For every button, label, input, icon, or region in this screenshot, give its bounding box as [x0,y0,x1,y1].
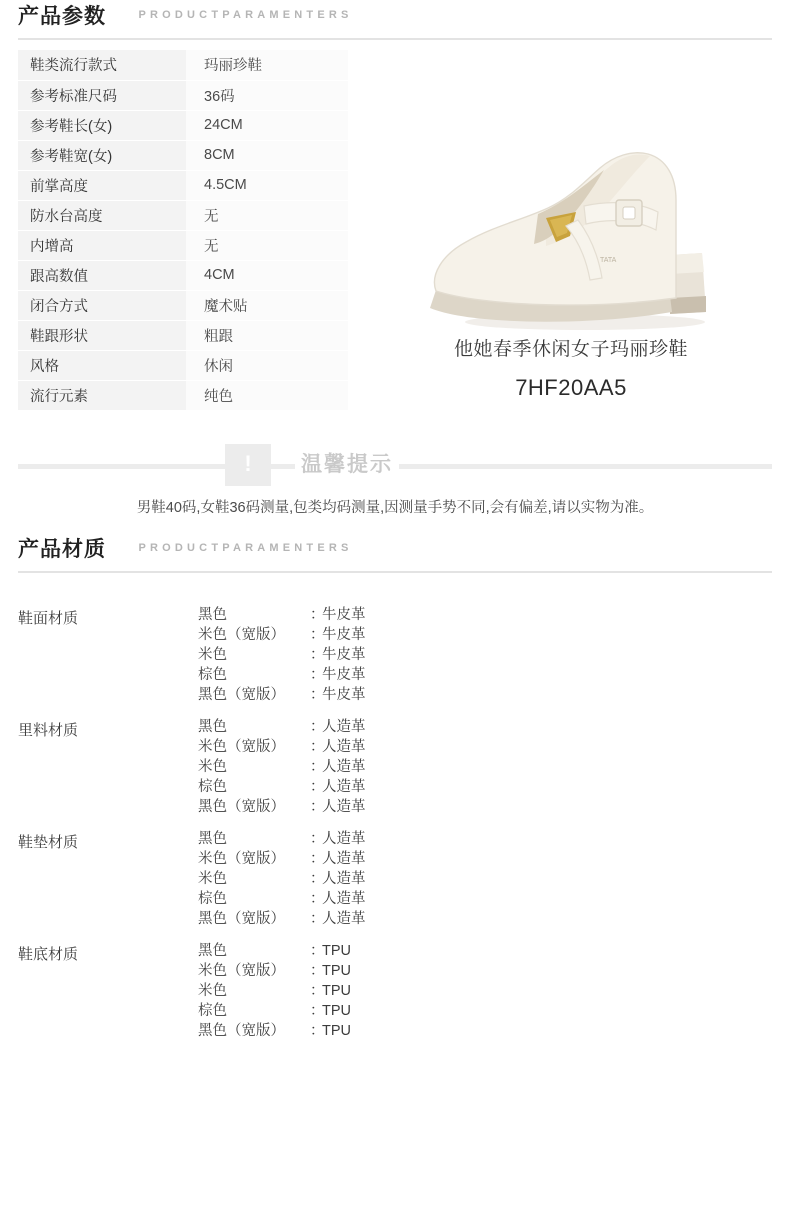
param-key: 流行元素 [18,380,186,410]
colon-separator: ： [310,607,325,623]
material-value: 牛皮革 [322,627,366,643]
param-value: 魔术贴 [186,290,348,320]
colon-separator: ： [310,983,325,999]
heading-divider [18,38,772,40]
material-value: TPU [322,963,351,979]
colon-separator: ： [310,871,325,887]
list-item [198,737,366,757]
table-row [18,80,348,110]
list-item [198,909,366,929]
colon-separator: ： [310,739,325,755]
colon-separator: ： [310,963,325,979]
material-label: 鞋面材质 [18,610,79,627]
material-value: 人造革 [322,911,366,927]
material-color: 黑色（宽版） [198,1023,285,1039]
param-key: 参考标准尺码 [18,80,186,110]
param-key: 内增高 [18,230,186,260]
list-item [198,941,351,961]
param-value: 8CM [186,140,348,170]
product-image [370,50,772,340]
material-color: 米色 [198,759,227,775]
list-item [198,685,366,705]
colon-separator: ： [310,779,325,795]
list-item [198,625,366,645]
material-value: 人造革 [322,891,366,907]
material-color: 黑色 [198,607,227,623]
material-color: 黑色（宽版） [198,911,285,927]
material-value: 人造革 [322,831,366,847]
list-item [198,961,351,981]
param-value: 休闲 [186,350,348,380]
material-value: 人造革 [322,871,366,887]
material-color: 米色（宽版） [198,851,285,867]
material-label: 鞋垫材质 [18,834,79,851]
param-value: 4CM [186,260,348,290]
params-and-product-block [0,50,790,410]
material-values [198,605,366,705]
table-row [18,380,348,410]
colon-separator: ： [310,759,325,775]
material-color: 黑色 [198,831,227,847]
product-materials-heading [0,533,790,567]
svg-text:TATA: TATA [600,257,617,264]
material-group [18,823,790,935]
param-key: 闭合方式 [18,290,186,320]
colon-separator: ： [310,667,325,683]
product-showcase [370,50,772,401]
list-item [198,849,366,869]
material-group [18,935,790,1047]
param-key: 风格 [18,350,186,380]
material-value: 人造革 [322,779,366,795]
list-item [198,1001,351,1021]
material-color: 黑色 [198,719,227,735]
material-color: 米色（宽版） [198,963,285,979]
param-key: 鞋跟形状 [18,320,186,350]
page-title: 产品参数 [18,5,106,28]
material-color: 棕色 [198,891,227,907]
list-item [198,605,366,625]
material-value: TPU [322,943,351,959]
exclamation-icon: ! [225,444,271,486]
list-item [198,645,366,665]
material-color: 棕色 [198,779,227,795]
list-item [198,981,351,1001]
param-key: 参考鞋长(女) [18,110,186,140]
param-value: 36码 [186,80,348,110]
param-key: 鞋类流行款式 [18,50,186,80]
material-value: TPU [322,1003,351,1019]
material-value: TPU [322,1023,351,1039]
param-value: 24CM [186,110,348,140]
colon-separator: ： [310,1023,325,1039]
colon-separator: ： [310,911,325,927]
param-value: 粗跟 [186,320,348,350]
material-value: 牛皮革 [322,607,366,623]
list-item [198,1021,351,1041]
list-item [198,665,366,685]
colon-separator: ： [310,799,325,815]
tips-text: 男鞋40码,女鞋36码测量,包类均码测量,因测量手势不同,会有偏差,请以实物为准。 [136,500,654,516]
param-key: 参考鞋宽(女) [18,140,186,170]
material-values [198,941,351,1041]
table-row [18,260,348,290]
material-value: 牛皮革 [322,647,366,663]
table-row [18,230,348,260]
material-color: 黑色 [198,943,227,959]
params-table [18,50,348,411]
material-value: 人造革 [322,799,366,815]
material-group [18,599,790,711]
param-value: 无 [186,230,348,260]
product-name: 他她春季休闲女子玛丽珍鞋 [453,339,688,360]
tips-title: 温馨提示 [295,448,399,478]
material-color: 米色 [198,983,227,999]
list-item [198,889,366,909]
material-color: 米色（宽版） [198,739,285,755]
list-item [198,797,366,817]
colon-separator: ： [310,719,325,735]
tips-section [0,444,790,517]
tips-banner [0,444,790,490]
param-value: 玛丽珍鞋 [186,50,348,80]
colon-separator: ： [310,891,325,907]
param-value: 纯色 [186,380,348,410]
table-row [18,320,348,350]
materials-subtitle: PRODUCTPARAMENTERS [138,542,353,554]
colon-separator: ： [310,851,325,867]
material-value: TPU [322,983,351,999]
material-value: 人造革 [322,719,366,735]
table-row [18,290,348,320]
material-color: 黑色（宽版） [198,799,285,815]
material-color: 米色 [198,647,227,663]
param-key: 前掌高度 [18,170,186,200]
material-value: 牛皮革 [322,687,366,703]
shoe-illustration [370,50,772,340]
material-values [198,829,366,929]
material-value: 人造革 [322,759,366,775]
list-item [198,869,366,889]
material-color: 黑色（宽版） [198,687,285,703]
colon-separator: ： [310,943,325,959]
param-key: 跟高数值 [18,260,186,290]
material-value: 人造革 [322,851,366,867]
material-label: 里料材质 [18,722,79,739]
materials-list [0,599,790,1047]
list-item [198,777,366,797]
material-color: 棕色 [198,1003,227,1019]
materials-title: 产品材质 [18,538,106,561]
list-item [198,717,366,737]
list-item [198,829,366,849]
material-values [198,717,366,817]
param-value: 无 [186,200,348,230]
colon-separator: ： [310,1003,325,1019]
material-value: 牛皮革 [322,667,366,683]
table-row [18,170,348,200]
list-item [198,757,366,777]
material-color: 米色 [198,871,227,887]
colon-separator: ： [310,687,325,703]
page-subtitle: PRODUCTPARAMENTERS [138,9,353,21]
material-group [18,711,790,823]
table-row [18,350,348,380]
param-value: 4.5CM [186,170,348,200]
materials-divider [18,571,772,573]
material-label: 鞋底材质 [18,946,79,963]
param-key: 防水台高度 [18,200,186,230]
colon-separator: ： [310,627,325,643]
table-row [18,200,348,230]
material-color: 棕色 [198,667,227,683]
colon-separator: ： [310,831,325,847]
table-row [18,140,348,170]
material-value: 人造革 [322,739,366,755]
table-row [18,110,348,140]
material-color: 米色（宽版） [198,627,285,643]
colon-separator: ： [310,647,325,663]
product-code: 7HF20AA5 [515,375,627,400]
table-row [18,50,348,80]
product-params-heading [0,0,790,34]
